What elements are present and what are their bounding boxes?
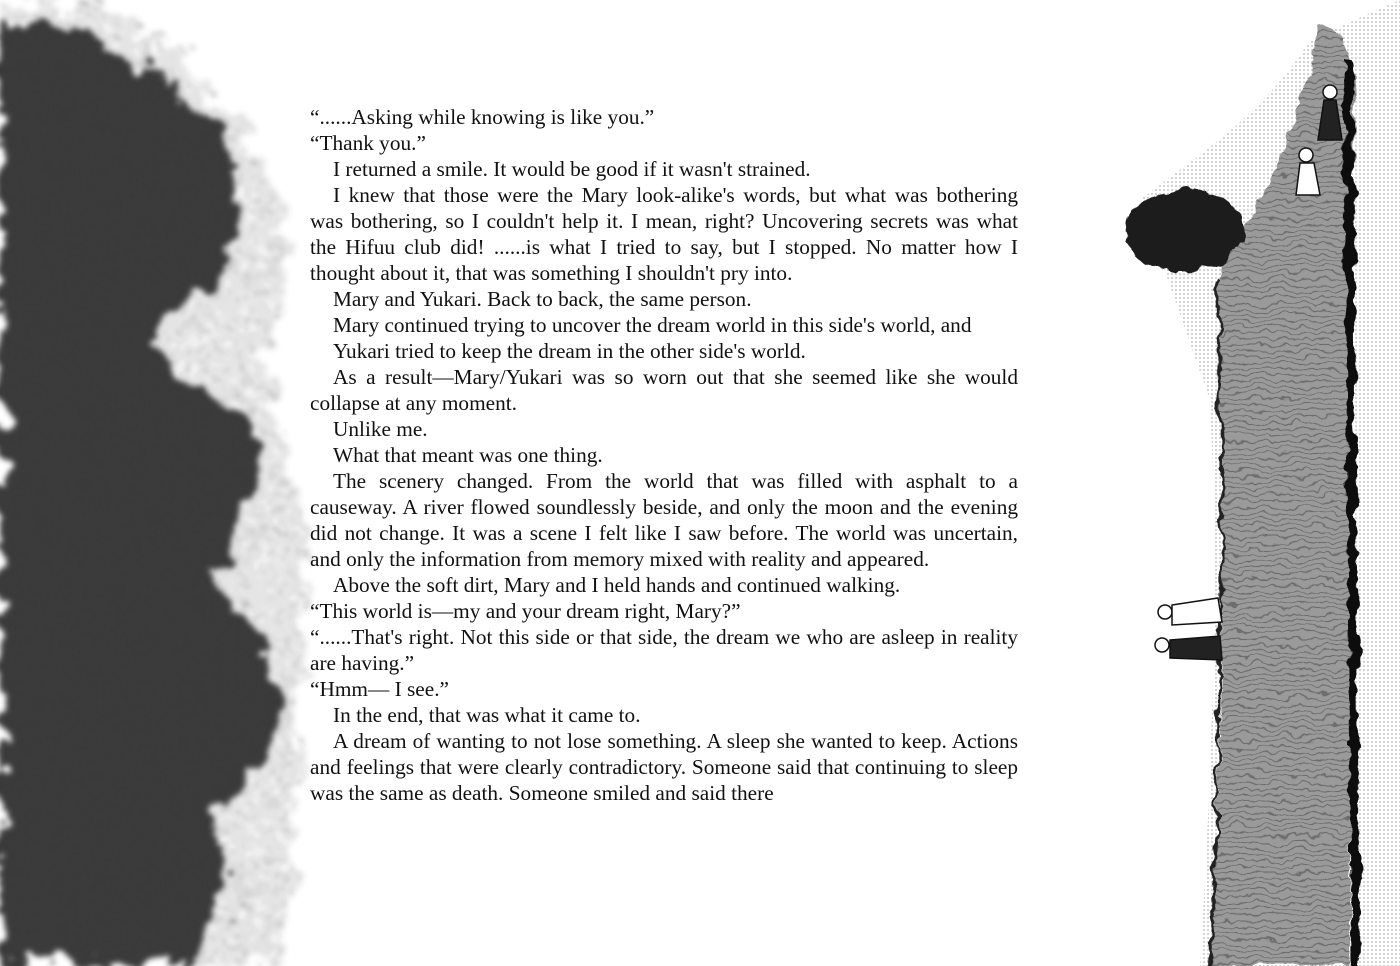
text-paragraph: Yukari tried to keep the dream in the other side's world. <box>333 339 806 363</box>
text-paragraph: I knew that those were the Mary look-alike's words, but what was bothering was bothering, so I couldn't help it. I mean, right? Uncovering secrets was what the Hifuu club did! ......is what I tried to say, but I stopped. No matter how I thought about it, that was something I shouldn't pry into. <box>310 183 1018 285</box>
text-paragraph: In the end, that was what it came to. <box>333 703 641 727</box>
text-paragraph: I returned a smile. It would be good if it wasn't strained. <box>333 157 811 181</box>
text-paragraph: “......Asking while knowing is like you.” <box>310 105 655 129</box>
text-paragraph: “Thank you.” <box>310 131 426 155</box>
text-paragraph: “Hmm— I see.” <box>310 677 449 701</box>
text-paragraph: What that meant was one thing. <box>333 443 603 467</box>
ink-smoke-illustration <box>0 0 320 966</box>
text-paragraph: “......That's right. Not this side or that side, the dream we who are asleep in reality are having.” <box>310 625 1018 675</box>
text-paragraph: Mary continued trying to uncover the dream world in this side's world, and <box>333 313 972 337</box>
text-paragraph: The scenery changed. From the world that was filled with asphalt to a causeway. A river flowed soundlessly beside, and only the moon and the evening did not change. It was a scene I felt like I saw before. The world was uncertain, and only the information from memory mixed with reality and appeared. <box>310 469 1018 571</box>
text-paragraph: A dream of wanting to not lose something. A sleep she wanted to keep. Actions and feelings that were clearly contradictory. Someone said that continuing to sleep was the same as death. Someone smiled and said there <box>310 729 1018 805</box>
text-paragraph: Unlike me. <box>333 417 428 441</box>
text-paragraph: Above the soft dirt, Mary and I held hands and continued walking. <box>333 573 901 597</box>
text-paragraph: Mary and Yukari. Back to back, the same person. <box>333 287 752 311</box>
causeway-figures-illustration <box>1110 0 1400 966</box>
text-paragraph: As a result—Mary/Yukari was so worn out that she seemed like she would collapse at any moment. <box>310 365 1018 415</box>
text-paragraph: “This world is—my and your dream right, Mary?” <box>310 599 741 623</box>
story-text <box>310 104 1018 806</box>
